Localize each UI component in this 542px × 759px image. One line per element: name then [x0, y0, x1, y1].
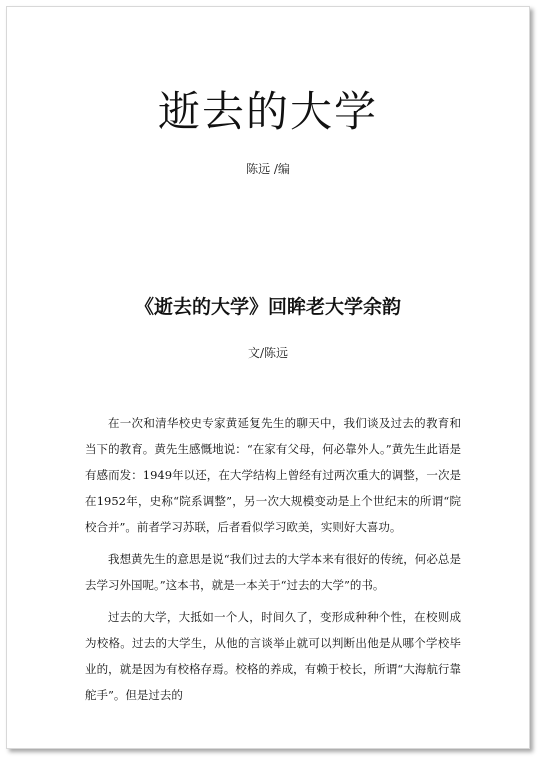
book-editor: 陈远 /编	[246, 162, 290, 176]
book-title: 逝去的大学	[157, 87, 378, 136]
article-title: 《逝去的大学》回眸老大学余韵	[134, 296, 401, 318]
article-body	[85, 410, 461, 714]
body-paragraph: 过去的大学，大抵如一个人，时间久了，变形成种种个性，在校则成为校格。过去的大学生，从他的言谈举止就可以判断出他是从哪个学校毕业的，就是因为有校格存焉。校格的养成，有赖于校长，所谓“大海航行靠舵手”。但是过去的	[85, 610, 461, 702]
body-paragraph: 我想黄先生的意思是说“我们过去的大学本来有很好的传统，何必总是去学习外国呢。”这本书，就是一本关于“过去的大学”的书。	[85, 552, 461, 592]
body-paragraph: 在一次和清华校史专家黄延复先生的聊天中，我们谈及过去的教育和当下的教育。黄先生感慨地说：“在家有父母，何必靠外人。”黄先生此语是有感而发：1949年以还，在大学结构上曾经有过两次重大的调整，一次是在1952年，史称“院系调整”，另一次大规模变动是上个世纪末的所谓“院校合并”。前者学习苏联，后者看似学习欧美，实则好大喜功。	[85, 416, 461, 534]
article-author: 文/陈远	[247, 346, 289, 360]
document-page	[6, 6, 530, 749]
